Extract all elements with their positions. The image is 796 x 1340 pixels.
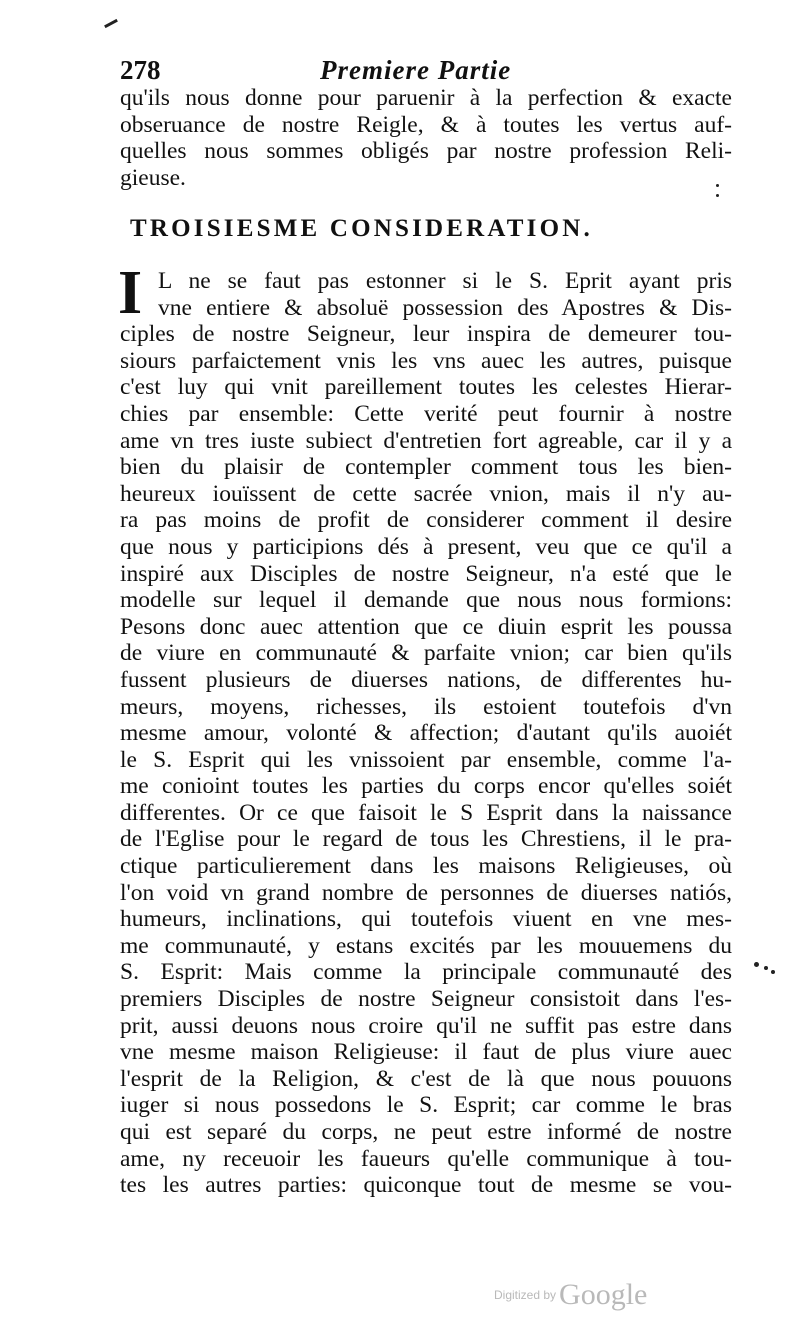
ink-speck — [754, 962, 759, 967]
text-line: l'esprit de la Religion, & c'est de là que nous pouuons — [120, 1065, 732, 1092]
running-title: Premiere Partie — [320, 55, 512, 85]
ink-speck — [716, 194, 719, 197]
text-line: vne entiere & absoluë possession des Apostres & Dis- — [158, 294, 732, 321]
text-line: meurs, moyens, richesses, ils estoient toutefois d'vn — [120, 693, 732, 720]
text-line: premiers Disciples de nostre Seigneur consistoit dans l'es- — [120, 986, 732, 1013]
text-line: l'on void vn grand nombre de personnes de diuerses natiós, — [120, 879, 732, 906]
text-line: fussent plusieurs de diuerses nations, de differentes hu- — [120, 666, 732, 693]
text-line: inspiré aux Disciples de nostre Seigneur, n'a esté que le — [120, 560, 732, 587]
text-line: ciples de nostre Seigneur, leur inspira de demeurer tou- — [120, 321, 732, 348]
text-line: gieuse. — [120, 164, 186, 191]
text-line: prit, aussi deuons nous croire qu'il ne suffit pas estre dans — [120, 1012, 732, 1039]
text-line: ame vn tres iuste subiect d'entretien fort agreable, car il y a — [120, 427, 732, 454]
text-line: c'est luy qui vnit pareillement toutes les celestes Hierar- — [120, 374, 732, 401]
text-line: qu'ils nous donne pour paruenir à la perfection & exacte — [120, 85, 732, 111]
page-number: 278 — [120, 55, 161, 85]
text-line: tes les autres parties: quiconque tout de mesme se vou- — [120, 1172, 732, 1199]
text-line: ctique particulierement dans les maisons Religieuses, où — [120, 853, 732, 880]
text-line: bien du plaisir de contempler comment tous les bien- — [120, 454, 732, 481]
intro-paragraph — [120, 85, 732, 191]
watermark-small-text: Digitized by — [494, 1288, 557, 1302]
ink-speck — [716, 184, 719, 187]
text-line: heureux iouïssent de cette sacrée vnion, mais il n'y au- — [120, 480, 732, 507]
text-line: qui est separé du corps, ne peut estre informé de nostre — [120, 1119, 732, 1145]
text-line: iuger si nous possedons le S. Esprit; car comme le bras — [120, 1092, 732, 1119]
text-line: L ne se faut pas estonner si le S. Eprit ayant pris — [158, 268, 732, 294]
text-line: ra pas moins de profit de considerer comment il desire — [120, 507, 732, 534]
text-line: chies par ensemble: Cette verité peut fournir à nostre — [120, 400, 732, 427]
digitized-watermark — [494, 1278, 674, 1318]
text-line: le S. Esprit qui les vnissoient par ensemble, comme l'a- — [120, 746, 732, 773]
text-line: ame, ny receuoir les faueurs qu'elle communique à tou- — [120, 1145, 732, 1172]
ink-speck — [771, 970, 775, 974]
text-line: mesme amour, volonté & affection; d'autant qu'ils auoiét — [120, 720, 732, 747]
text-line: me communauté, y estans excités par les mouuemens du — [120, 932, 732, 959]
drop-cap: I — [118, 259, 143, 327]
section-heading: TROISIESME CONSIDERATION. — [130, 215, 593, 242]
text-line: humeurs, inclinations, qui toutefois viuent en vne mes- — [120, 906, 732, 933]
google-logo: Google — [559, 1278, 648, 1311]
text-line: me conioint toutes les parties du corps encor qu'elles soiét — [120, 773, 732, 800]
text-line: vne mesme maison Religieuse: il faut de plus viure auec — [120, 1039, 732, 1066]
text-line: modelle sur lequel il demande que nous nous formions: — [120, 587, 732, 614]
page-header — [120, 54, 720, 86]
text-line: de l'Eglise pour le regard de tous les Chrestiens, il le pra- — [120, 826, 732, 853]
ink-mark — [104, 19, 118, 28]
text-line: siours parfaictement vnis les vns auec les autres, puisque — [120, 347, 732, 374]
ink-speck — [764, 966, 768, 970]
text-line: de viure en communauté & parfaite vnion; car bien qu'ils — [120, 640, 732, 667]
text-line: Pesons donc auec attention que ce diuin esprit les poussa — [120, 613, 732, 640]
text-line: quelles nous sommes obligés par nostre profession Reli- — [120, 138, 732, 165]
text-line: differentes. Or ce que faisoit le S Esprit dans la naissance — [120, 799, 732, 826]
text-line: obseruance de nostre Reigle, & à toutes les vertus auf- — [120, 111, 732, 138]
text-line: S. Esprit: Mais comme la principale communauté des — [120, 959, 732, 986]
body-paragraph — [120, 268, 732, 1199]
text-line: que nous y participions dés à present, veu que ce qu'il a — [120, 533, 732, 560]
